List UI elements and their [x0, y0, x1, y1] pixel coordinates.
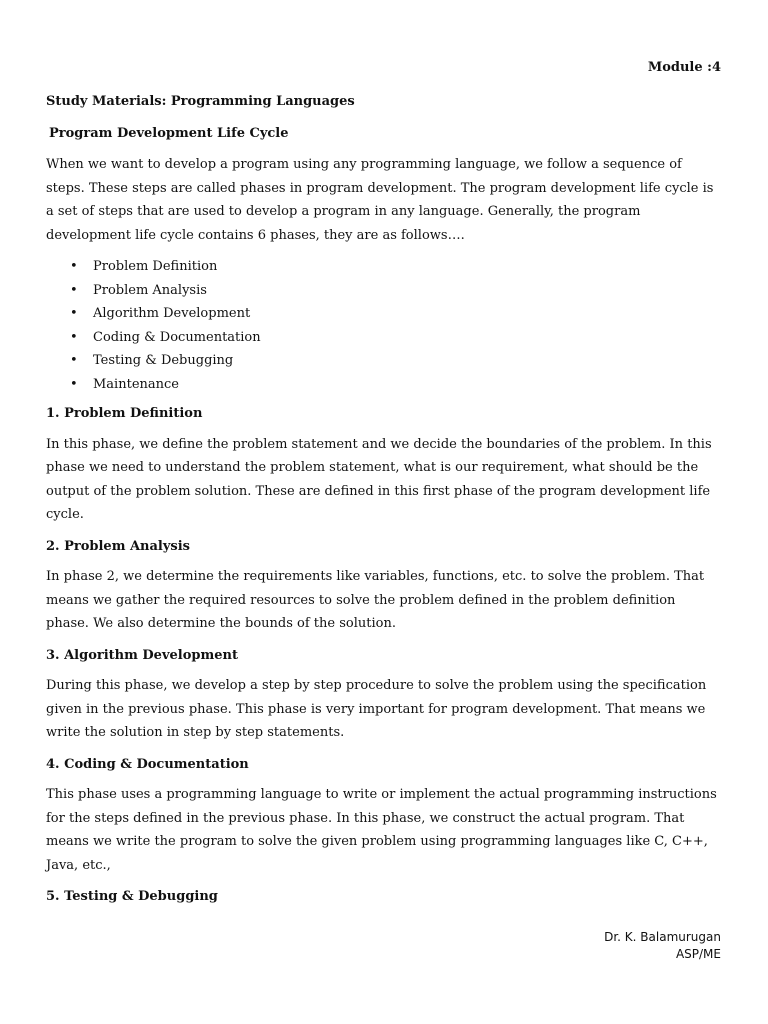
phase-list-item: • Maintenance — [46, 373, 722, 397]
phase-list-item: • Problem Definition — [46, 255, 722, 279]
footer — [604, 929, 721, 963]
document-content — [46, 90, 722, 916]
section-heading-problem-analysis: 2. Problem Analysis — [46, 538, 191, 554]
pdlc-title: Program Development Life Cycle — [49, 125, 289, 141]
phase-list-item: • Algorithm Development — [46, 302, 722, 326]
section-body-problem-definition: In this phase, we define the problem statement and we decide the boundaries of the problem. In this phase we need to understand the problem statement, what is our requirement, what should be the output of the problem solution. These are defined in this first phase of the program development life cycle. — [46, 436, 712, 522]
section-heading-coding-documentation: 4. Coding & Documentation — [46, 756, 249, 772]
section-heading-testing-debugging: 5. Testing & Debugging — [46, 889, 218, 904]
phase-list-item: • Testing & Debugging — [46, 349, 722, 373]
section-heading-problem-definition: 1. Problem Definition — [46, 406, 203, 421]
phase-list — [46, 255, 722, 396]
section-body-algorithm-development: During this phase, we develop a step by step procedure to solve the problem using the specification given in the previous phase. This phase is very important for program development. That means we write the solution in step by step statements. — [46, 678, 707, 740]
section-heading-algorithm-development: 3. Algorithm Development — [46, 647, 238, 663]
footer-author: Dr. K. Balamurugan — [604, 930, 721, 944]
section-body-coding-documentation: This phase uses a programming language to write or implement the actual programming instructions for the steps defined in the previous phase. In this phase, we construct the actual program. That means we write the program to solve the given problem using programming languages like C, C++, Java, etc., — [46, 787, 717, 873]
footer-designation: ASP/ME — [675, 947, 721, 961]
intro-paragraph: When we want to develop a program using any programming language, we follow a sequence of steps. These steps are called phases in program development. The program development life cycle is a set of steps that are used to develop a program in any language. Generally, the program development life cycle contains 6 phases, they are as follows…. — [46, 157, 714, 243]
phase-list-item: • Problem Analysis — [46, 279, 722, 303]
study-materials-title: Study Materials: Programming Languages — [46, 94, 355, 109]
section-body-problem-analysis: In phase 2, we determine the requirements like variables, functions, etc. to solve the problem. That means we gather the required resources to solve the problem defined in the problem definition phase. We also determine the bounds of the solution. — [46, 569, 705, 631]
module-label: Module :4 — [647, 60, 721, 75]
phase-list-item: • Coding & Documentation — [46, 326, 722, 350]
